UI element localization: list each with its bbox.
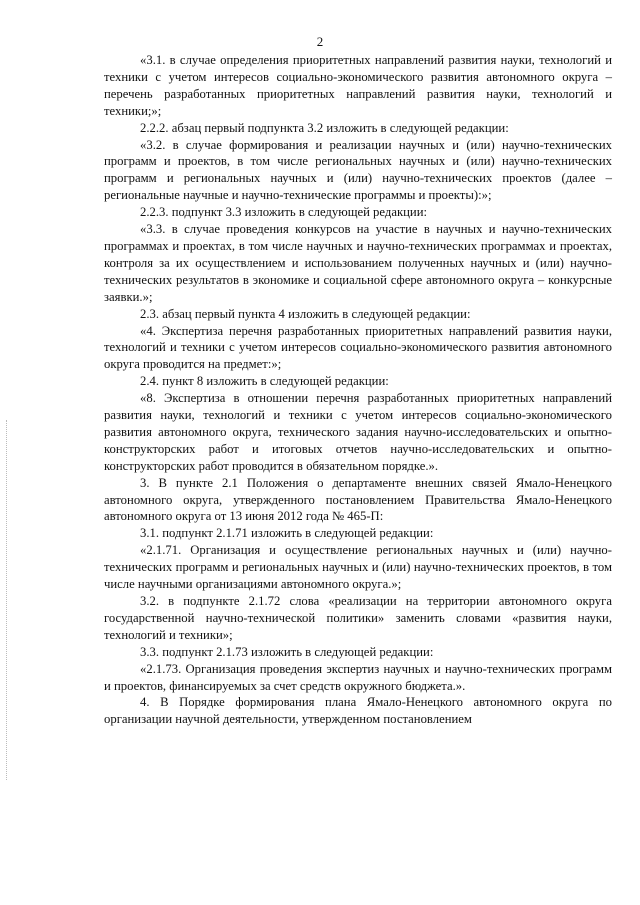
paragraph: 3. В пункте 2.1 Положения о департаменте внешних связей Ямало-Ненецкого автономного округа, утвержденного постановлением Правительства Ямало-Ненецкого автономного округа от 13 июня 2012 года № 465-П: bbox=[104, 475, 612, 524]
paragraph: «3.3. в случае проведения конкурсов на участие в научных и научно-технических программах и проектах, в том числе научных и научно-технических программах и проектах, контроля за их осуществлением и использованием полученных научных и (или) научно-технических результатов в экономике и социальной сфере автономного округа – конкурсные заявки.»; bbox=[104, 222, 612, 304]
document-body bbox=[104, 52, 612, 728]
paragraph: 3.3. подпункт 2.1.73 изложить в следующей редакции: bbox=[140, 644, 434, 659]
scan-margin-marks bbox=[6, 420, 9, 780]
page-number: 2 bbox=[316, 34, 324, 49]
paragraph: 3.2. в подпункте 2.1.72 слова «реализации на территории автономного округа государственной научно-технической политики» заменить словами «развития науки, технологий и техники»; bbox=[104, 594, 612, 642]
paragraph: 3.1. подпункт 2.1.71 изложить в следующей редакции: bbox=[140, 526, 434, 541]
paragraph: «4. Экспертиза перечня разработанных приоритетных направлений развития науки, технологий и техники с учетом интересов социально-экономического развития автономного округа проводится на предмет:»; bbox=[104, 323, 612, 372]
paragraph: «2.1.73. Организация проведения экспертиз научных и научно-технических программ и проектов, финансируемых за счет средств окружного бюджета.». bbox=[104, 661, 612, 693]
paragraph: «8. Экспертиза в отношении перечня разработанных приоритетных направлений развития науки, технологий и техники с учетом интересов социально-экономического развития автономного округа, технического задания научно-исследовательских и опытно-конструкторских работ и итоговых отчетов научно-исследовательских и опытно-конструкторских работ проводится в обязательном порядке.». bbox=[104, 391, 612, 473]
paragraph: «2.1.71. Организация и осуществление региональных научных и (или) научно-технических программ и региональных научных и (или) научно-технических проектов, в том числе научными организациями автономного округа.»; bbox=[104, 543, 612, 592]
paragraph: 2.2.3. подпункт 3.3 изложить в следующей редакции: bbox=[140, 205, 428, 220]
paragraph: «3.1. в случае определения приоритетных направлений развития науки, технологий и техники с учетом интересов социально-экономического развития автономного округа – перечень разработанных приоритетных направлений развития науки, технологий и техники;»; bbox=[104, 53, 612, 118]
paragraph: «3.2. в случае формирования и реализации научных и (или) научно-технических программ и проектов, в том числе региональных научных и (или) научно-технических программ и региональных научных и (или) научно-технических проектов (далее – региональные научные и научно-технические программы и проекты):»; bbox=[104, 137, 612, 203]
paragraph: 2.2.2. абзац первый подпункта 3.2 изложить в следующей редакции: bbox=[140, 120, 509, 135]
paragraph: 4. В Порядке формирования плана Ямало-Ненецкого автономного округа по организации научной деятельности, утвержденном постановлением bbox=[104, 695, 612, 727]
paragraph: 2.4. пункт 8 изложить в следующей редакции: bbox=[140, 374, 389, 389]
paragraph: 2.3. абзац первый пункта 4 изложить в следующей редакции: bbox=[140, 306, 471, 321]
